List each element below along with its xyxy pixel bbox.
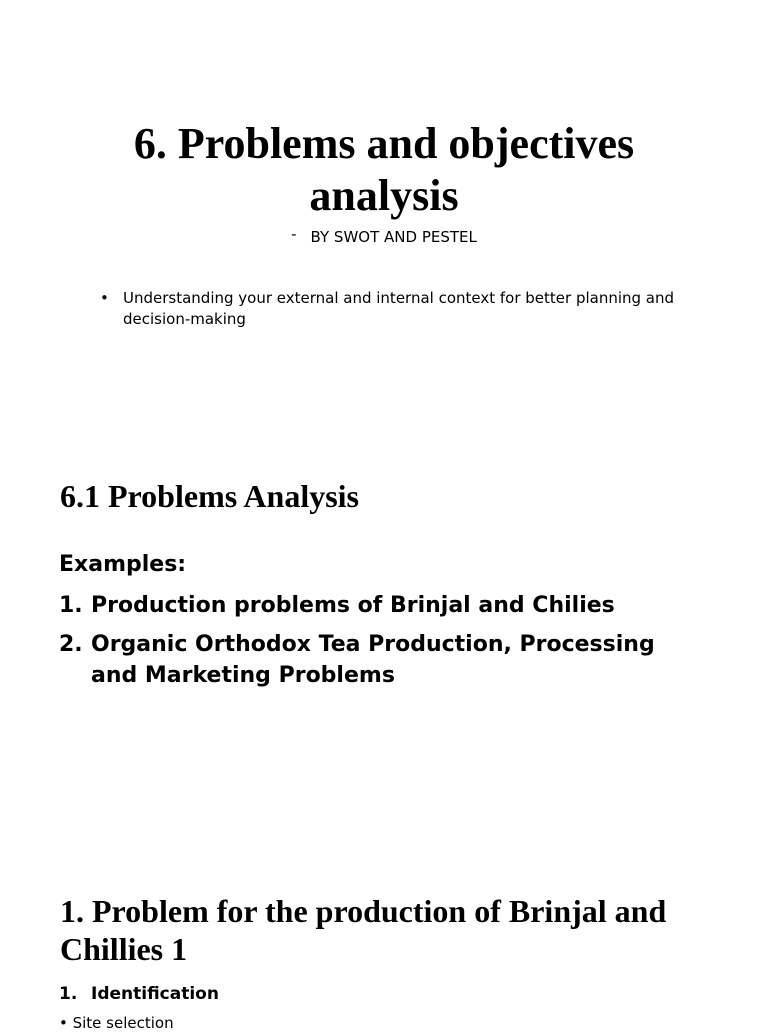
list-item-text: Identification	[91, 984, 219, 1004]
slide1-subtitle	[0, 225, 768, 246]
slide2-title: 6.1 Problems Analysis	[60, 478, 359, 514]
list-item-text: Production problems of Brinjal and Chilies	[91, 593, 615, 618]
slide3-list-item	[59, 984, 219, 1004]
list-item	[59, 590, 699, 621]
bullet-text: Understanding your external and internal context for better planning and decision-making	[123, 289, 675, 328]
list-item-number: 1.	[59, 593, 83, 618]
slide1-bullet-item	[100, 288, 680, 330]
slide3-sub-item: • Site selection	[59, 1014, 174, 1032]
bullet-icon: •	[100, 289, 109, 307]
slide1-title: 6. Problems and objectives analysis	[133, 119, 635, 220]
slide3-title: 1. Problem for the production of Brinjal and Chillies 1	[60, 893, 667, 967]
list-item-number: 2.	[59, 632, 83, 657]
subtitle-text: BY SWOT AND PESTEL	[310, 228, 477, 246]
examples-list	[59, 590, 699, 699]
examples-label: Examples:	[59, 552, 187, 577]
list-item-text: Organic Orthodox Tea Production, Processing and Marketing Problems	[91, 632, 655, 688]
list-item-number: 1.	[59, 984, 78, 1004]
subtitle-dash: -	[291, 225, 297, 243]
list-item	[59, 629, 699, 691]
